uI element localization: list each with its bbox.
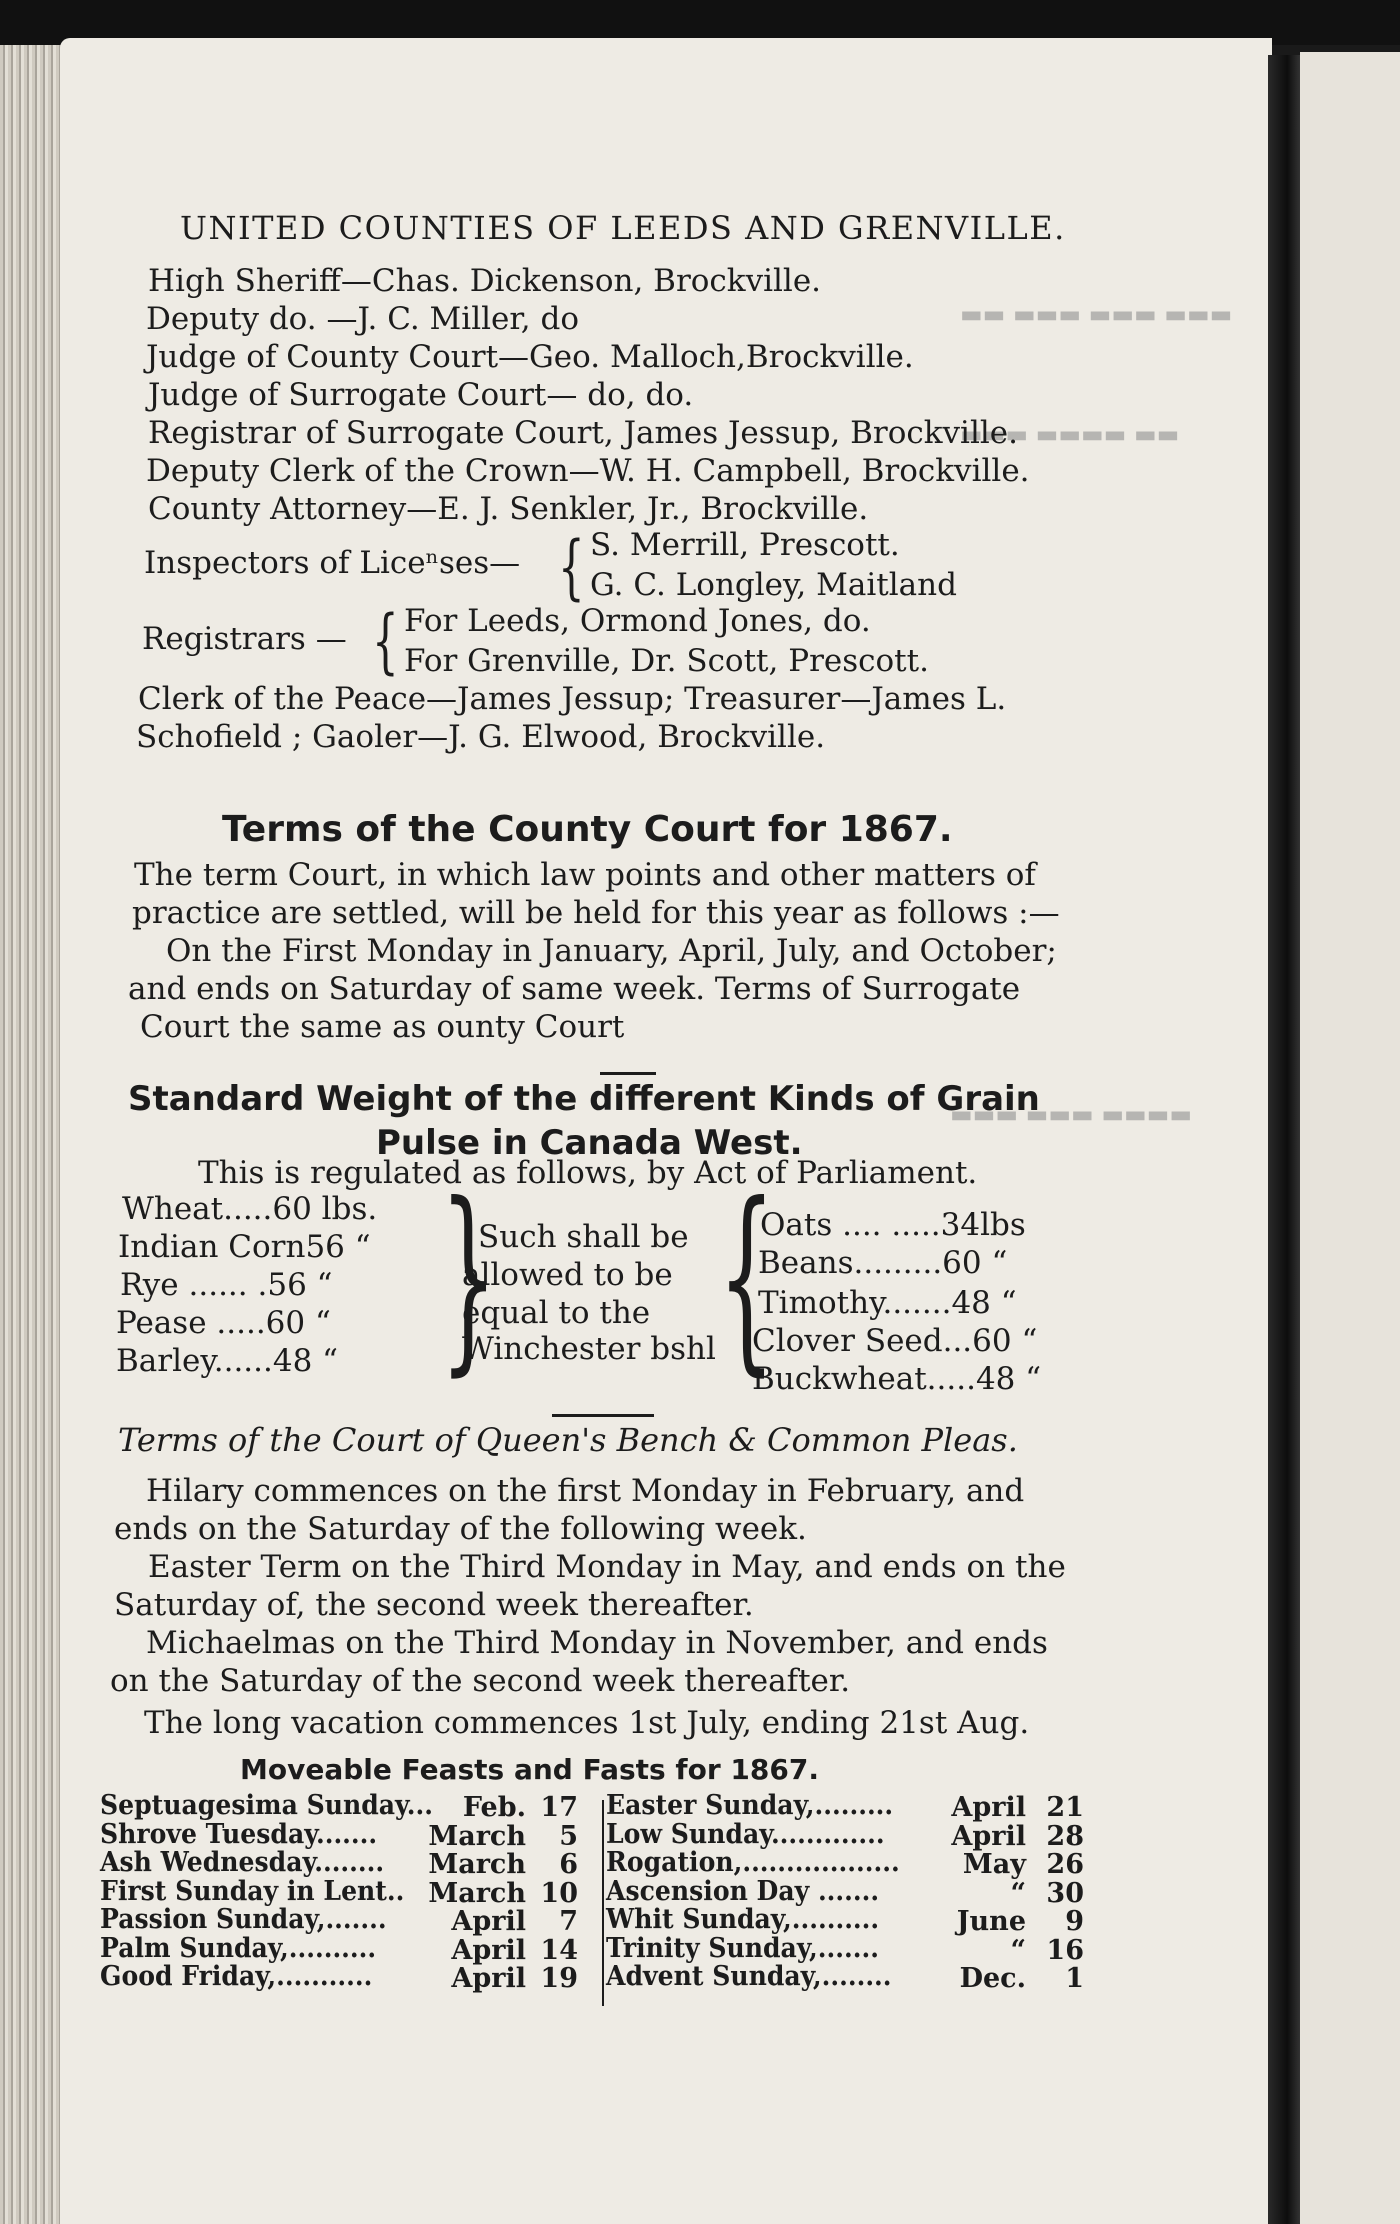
- weight-note-line: Winchester bshl: [462, 1331, 716, 1367]
- feast-day: 28: [1046, 1820, 1084, 1852]
- section-heading-standard-weight-2: Pulse in Canada West.: [376, 1123, 803, 1163]
- feast-name: Trinity Sunday,.......: [606, 1932, 879, 1964]
- brace: {: [558, 526, 585, 608]
- section-heading-queens-bench: Terms of the Court of Queen's Bench & Common Pleas.: [118, 1421, 1018, 1459]
- feast-day: 6: [559, 1849, 578, 1880]
- bleed-through-text: ▬▬ ▬▬▬ ▬▬▬ ▬▬▬: [960, 300, 1233, 328]
- feast-name: Rogation,..................: [606, 1847, 900, 1878]
- feast-month: March: [428, 1877, 526, 1909]
- feast-day: 16: [1046, 1934, 1084, 1966]
- paragraph-line: Court the same as ounty Court: [140, 1009, 625, 1045]
- paragraph-line: Michaelmas on the Third Monday in November, and ends: [146, 1625, 1048, 1661]
- paragraph-line: On the First Monday in January, April, July, and October;: [166, 933, 1057, 969]
- feast-name: Whit Sunday,..........: [606, 1904, 880, 1935]
- section-heading-county-court: Terms of the County Court for 1867.: [222, 809, 953, 850]
- bleed-through-text: ▬▬▬ ▬▬▬ ▬▬▬▬: [950, 1100, 1193, 1128]
- feast-day: 10: [540, 1877, 578, 1909]
- weight-intro: This is regulated as follows, by Act of Parliament.: [198, 1155, 978, 1191]
- feast-month: Dec.: [959, 1963, 1026, 1994]
- page-title: UNITED COUNTIES OF LEEDS AND GRENVILLE.: [180, 209, 1066, 247]
- grain-weight-right: Clover Seed...60 “: [752, 1323, 1038, 1359]
- section-heading-standard-weight: Standard Weight of the different Kinds of Grain: [128, 1079, 1040, 1119]
- feast-month: “: [1010, 1934, 1026, 1966]
- paragraph-line: Hilary commences on the first Monday in February, and: [146, 1473, 1025, 1509]
- clerk-line: Schofield ; Gaoler—J. G. Elwood, Brockville.: [136, 719, 826, 755]
- grain-weight-right: Beans.........60 “: [758, 1245, 1008, 1281]
- feast-month: April: [451, 1963, 526, 1994]
- inspector-name: S. Merrill, Prescott.: [590, 527, 900, 563]
- feast-month: June: [956, 1906, 1026, 1937]
- inspectors-label: Inspectors of Liceⁿses—: [144, 545, 521, 581]
- feast-name: Palm Sunday,..........: [100, 1932, 377, 1964]
- feast-day: 1: [1065, 1963, 1084, 1994]
- feast-month: April: [951, 1792, 1026, 1823]
- feast-name: Ascension Day .......: [606, 1875, 880, 1907]
- grain-weight-left: Barley......48 “: [116, 1343, 339, 1379]
- feast-day: 9: [1065, 1906, 1084, 1937]
- feast-name: Shrove Tuesday.......: [100, 1818, 378, 1850]
- official-line: High Sheriff—Chas. Dickenson, Brockville.: [148, 263, 822, 299]
- section-heading-moveable-feasts: Moveable Feasts and Fasts for 1867.: [240, 1753, 819, 1786]
- feast-name: Septuagesima Sunday...: [100, 1790, 433, 1821]
- feast-month: Feb.: [462, 1792, 526, 1823]
- feast-name: Low Sunday.............: [606, 1818, 885, 1850]
- feast-name: Ash Wednesday........: [100, 1847, 385, 1878]
- grain-weight-right: Oats .... .....34lbs: [760, 1207, 1026, 1243]
- brace: }: [440, 1161, 498, 1394]
- brace: {: [718, 1161, 776, 1394]
- paragraph-line: Saturday of, the second week thereafter.: [114, 1587, 754, 1623]
- feast-name: Passion Sunday,.......: [100, 1904, 387, 1935]
- paragraph-line: practice are settled, will be held for this year as follows :—: [132, 895, 1060, 931]
- feast-month: May: [962, 1849, 1026, 1880]
- feast-month: April: [451, 1906, 526, 1937]
- feast-day: 5: [559, 1820, 578, 1852]
- official-line: Judge of Surrogate Court— do, do.: [148, 377, 694, 413]
- feast-day: 19: [540, 1963, 578, 1994]
- column-divider: [602, 1800, 604, 2006]
- official-line: Judge of County Court—Geo. Malloch,Brockville.: [146, 339, 914, 375]
- brace: {: [372, 600, 399, 682]
- feast-day: 26: [1046, 1849, 1084, 1880]
- weight-note-line: Such shall be: [478, 1219, 689, 1255]
- paragraph-line: ends on the Saturday of the following week.: [114, 1511, 807, 1547]
- registrar-name: For Grenville, Dr. Scott, Prescott.: [404, 643, 929, 679]
- feast-month: April: [451, 1934, 526, 1966]
- feast-name: Good Friday,...........: [100, 1961, 373, 1992]
- section-divider: [600, 1072, 656, 1075]
- official-line: County Attorney—E. J. Senkler, Jr., Brockville.: [148, 491, 869, 527]
- feast-day: 30: [1046, 1877, 1084, 1909]
- feast-month: “: [1010, 1877, 1026, 1909]
- inspector-name: G. C. Longley, Maitland: [590, 567, 957, 603]
- feast-month: March: [428, 1849, 526, 1880]
- feast-day: 7: [559, 1906, 578, 1937]
- bleed-through-text: ▬▬▬ ▬▬▬▬ ▬▬: [960, 420, 1180, 448]
- feast-month: April: [951, 1820, 1026, 1852]
- feast-day: 14: [540, 1934, 578, 1966]
- paragraph-line: Easter Term on the Third Monday in May, and ends on the: [148, 1549, 1066, 1585]
- grain-weight-left: Pease .....60 “: [116, 1305, 331, 1341]
- grain-weight-left: Wheat.....60 lbs.: [122, 1191, 378, 1227]
- registrar-name: For Leeds, Ormond Jones, do.: [404, 603, 871, 639]
- feast-day: 21: [1046, 1792, 1084, 1823]
- feast-month: March: [428, 1820, 526, 1852]
- weight-note-line: allowed to be: [462, 1257, 673, 1293]
- registrars-label: Registrars —: [142, 621, 347, 657]
- feast-name: Easter Sunday,.........: [606, 1790, 894, 1821]
- clerk-line: Clerk of the Peace—James Jessup; Treasurer—James L.: [138, 681, 1007, 717]
- section-divider: [552, 1414, 654, 1417]
- grain-weight-left: Rye ...... .56 “: [120, 1267, 333, 1303]
- paragraph-line: The term Court, in which law points and other matters of: [134, 857, 1036, 893]
- paragraph-line: on the Saturday of the second week thereafter.: [110, 1663, 851, 1699]
- weight-note-line: equal to the: [462, 1295, 651, 1331]
- grain-weight-right: Timothy.......48 “: [758, 1285, 1017, 1321]
- feast-name: Advent Sunday,........: [606, 1961, 892, 1992]
- feast-name: First Sunday in Lent..: [100, 1875, 405, 1907]
- official-line: Deputy Clerk of the Crown—W. H. Campbell, Brockville.: [146, 453, 1030, 489]
- paragraph-line: The long vacation commences 1st July, ending 21st Aug.: [144, 1705, 1030, 1741]
- grain-weight-right: Buckwheat.....48 “: [752, 1361, 1042, 1397]
- official-line: Registrar of Surrogate Court, James Jessup, Brockville.: [148, 415, 1018, 451]
- grain-weight-left: Indian Corn56 “: [118, 1229, 371, 1265]
- feast-day: 17: [540, 1792, 578, 1823]
- paragraph-line: and ends on Saturday of same week. Terms of Surrogate: [128, 971, 1021, 1007]
- official-line: Deputy do. —J. C. Miller, do: [146, 301, 580, 337]
